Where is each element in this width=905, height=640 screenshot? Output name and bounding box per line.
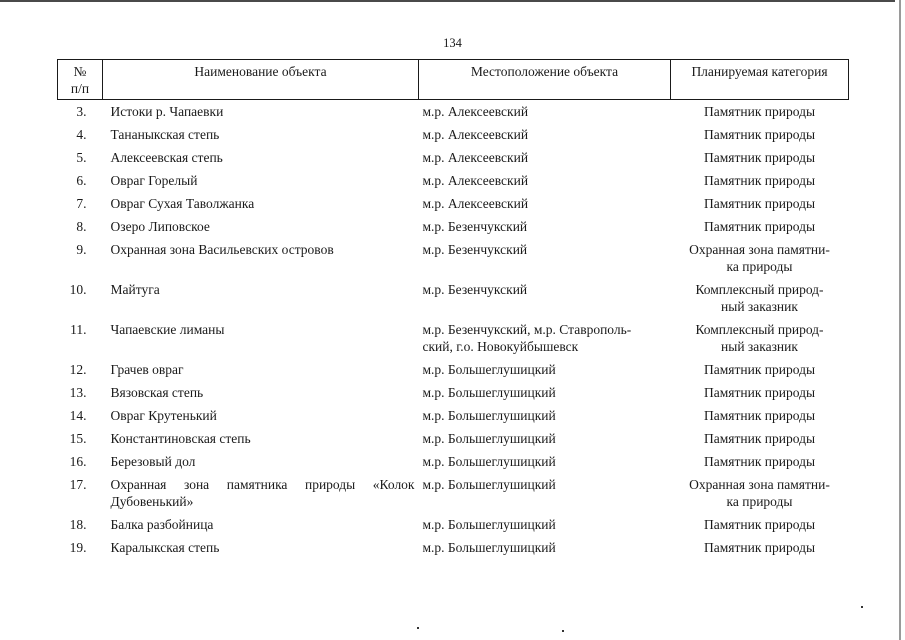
table-row xyxy=(58,278,849,318)
table-header-row xyxy=(58,60,849,100)
planned-category: Памятник природы xyxy=(703,540,816,555)
row-number: 4. xyxy=(76,127,87,142)
planned-category: Комплексный природ- ный заказник xyxy=(695,322,824,354)
table-row xyxy=(58,146,849,169)
object-location: м.р. Алексеевский xyxy=(422,196,529,211)
table-row xyxy=(58,427,849,450)
object-location: м.р. Большеглушицкий xyxy=(422,540,556,555)
row-number: 17. xyxy=(69,477,87,492)
header-location: Местоположение объекта xyxy=(419,60,671,100)
table-row xyxy=(58,192,849,215)
header-number: № п/п xyxy=(58,60,103,100)
object-location: м.р. Большеглушицкий xyxy=(422,477,556,492)
row-number: 3. xyxy=(76,104,87,119)
scan-top-border xyxy=(0,0,895,2)
object-name: Майтуга xyxy=(110,282,160,297)
row-number: 14. xyxy=(69,408,87,423)
row-number: 9. xyxy=(76,242,87,257)
object-location: м.р. Большеглушицкий xyxy=(422,385,556,400)
object-location: м.р. Большеглушицкий xyxy=(422,431,556,446)
object-name: Озеро Липовское xyxy=(110,219,210,234)
object-name: Тананыкская степь xyxy=(110,127,220,142)
object-location: м.р. Алексеевский xyxy=(422,104,529,119)
table-row xyxy=(58,450,849,473)
scan-speck xyxy=(417,627,419,629)
object-name: Овраг Сухая Таволжанка xyxy=(110,196,255,211)
planned-category: Памятник природы xyxy=(703,104,816,119)
table-row xyxy=(58,215,849,238)
object-location: м.р. Алексеевский xyxy=(422,127,529,142)
table-row xyxy=(58,404,849,427)
planned-category: Охранная зона памятни- ка природы xyxy=(689,477,830,509)
object-location: м.р. Безенчукский, м.р. Ставрополь- ский, г.о. Новокуйбышевск xyxy=(422,322,632,354)
planned-category: Памятник природы xyxy=(703,385,816,400)
object-name: Вязовская степь xyxy=(110,385,204,400)
table-row xyxy=(58,536,849,559)
row-number: 19. xyxy=(69,540,87,555)
row-number: 18. xyxy=(69,517,87,532)
object-name: Грачев овраг xyxy=(110,362,184,377)
row-number: 12. xyxy=(69,362,87,377)
scan-speck xyxy=(562,630,564,632)
row-number: 15. xyxy=(69,431,87,446)
object-name: Алексеевская степь xyxy=(110,150,223,165)
table-row xyxy=(58,100,849,124)
planned-category: Памятник природы xyxy=(703,362,816,377)
object-name: Охранная зона Васильевских островов xyxy=(110,242,334,257)
object-location: м.р. Безенчукский xyxy=(422,282,528,297)
table-row xyxy=(58,169,849,192)
object-location: м.р. Безенчукский xyxy=(422,219,528,234)
object-location: м.р. Большеглушицкий xyxy=(422,517,556,532)
row-number: 6. xyxy=(76,173,87,188)
table-row xyxy=(58,473,849,513)
planned-category: Памятник природы xyxy=(703,196,816,211)
table-row xyxy=(58,513,849,536)
planned-category: Памятник природы xyxy=(703,431,816,446)
table-row xyxy=(58,358,849,381)
object-name: Овраг Крутенький xyxy=(110,408,217,423)
row-number: 5. xyxy=(76,150,87,165)
protected-areas-table xyxy=(57,59,849,559)
object-location: м.р. Большеглушицкий xyxy=(422,362,556,377)
object-name: Чапаевские лиманы xyxy=(110,322,225,337)
planned-category: Памятник природы xyxy=(703,219,816,234)
planned-category: Памятник природы xyxy=(703,173,816,188)
planned-category: Комплексный природ- ный заказник xyxy=(695,282,824,314)
object-name: Балка разбойница xyxy=(110,517,214,532)
table-row xyxy=(58,238,849,278)
object-name: Овраг Горелый xyxy=(110,173,198,188)
row-number: 16. xyxy=(69,454,87,469)
table-row xyxy=(58,123,849,146)
object-location: м.р. Алексеевский xyxy=(422,173,529,188)
row-number: 8. xyxy=(76,219,87,234)
object-location: м.р. Большеглушицкий xyxy=(422,454,556,469)
row-number: 13. xyxy=(69,385,87,400)
object-location: м.р. Большеглушицкий xyxy=(422,408,556,423)
scan-right-border xyxy=(899,0,901,640)
scan-speck xyxy=(861,606,863,608)
object-name: Каралыкская степь xyxy=(110,540,220,555)
row-number: 11. xyxy=(70,322,87,337)
header-category: Планируемая категория xyxy=(671,60,849,100)
page-number: 134 xyxy=(443,36,462,50)
header-name: Наименование объекта xyxy=(103,60,419,100)
object-location: м.р. Безенчукский xyxy=(422,242,528,257)
object-name: Березовый дол xyxy=(110,454,196,469)
row-number: 7. xyxy=(76,196,87,211)
planned-category: Памятник природы xyxy=(703,517,816,532)
table-row xyxy=(58,318,849,358)
object-name: Константиновская степь xyxy=(110,431,251,446)
object-name: Охранная зона памятника природы «Колок Дубовенький» xyxy=(110,477,415,509)
planned-category: Памятник природы xyxy=(703,408,816,423)
table-row xyxy=(58,381,849,404)
object-name: Истоки р. Чапаевки xyxy=(110,104,224,119)
row-number: 10. xyxy=(69,282,87,297)
planned-category: Памятник природы xyxy=(703,150,816,165)
planned-category: Памятник природы xyxy=(703,454,816,469)
planned-category: Охранная зона памятни- ка природы xyxy=(689,242,830,274)
object-location: м.р. Алексеевский xyxy=(422,150,529,165)
planned-category: Памятник природы xyxy=(703,127,816,142)
